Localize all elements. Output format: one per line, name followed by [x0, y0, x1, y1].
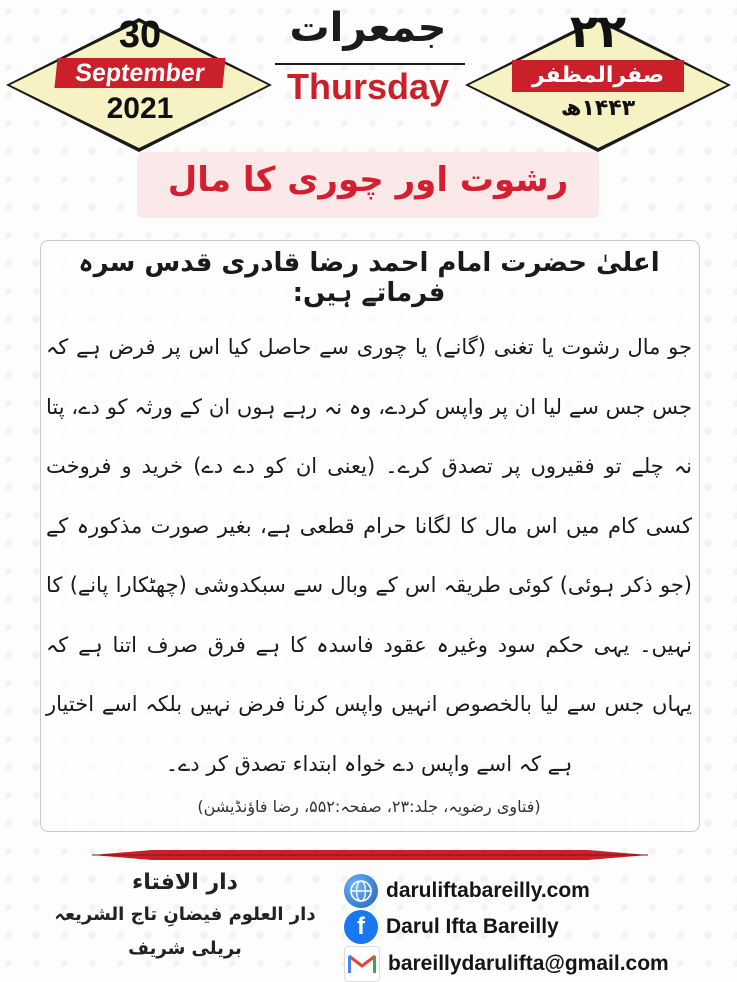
org-institution: دار العلوم فیضانِ تاج الشریعہ [54, 904, 316, 925]
gregorian-month: September [73, 59, 207, 87]
gmail-icon [344, 946, 380, 982]
hijri-day: ۲۲ [569, 4, 627, 58]
gregorian-year: 2021 [106, 92, 174, 125]
facebook-link[interactable]: Darul Ifta Bareilly [386, 915, 559, 938]
org-city: بریلی شریف [128, 938, 242, 959]
article-intro: اعلیٰ حضرت امام احمد رضا قادری قدس سرہ فرماتے ہیں: [78, 248, 660, 308]
hijri-year: ۱۴۴۳ھ [560, 96, 636, 121]
day-name-urdu: جمعرات [289, 5, 447, 51]
article-title: رشوت اور چوری کا مال [167, 160, 569, 200]
day-name-english: Thursday [286, 66, 450, 107]
hijri-month-ribbon [512, 60, 684, 92]
contact-facebook[interactable] [344, 910, 559, 944]
hijri-month: صفرالمظفر [531, 63, 665, 88]
article-reference: (فتاوی رضویہ، جلد:۲۳، صفحہ:۵۵۲، رضا فاؤنڈیشن) [197, 797, 541, 816]
facebook-icon: f [344, 910, 378, 944]
gregorian-day: 30 [118, 14, 162, 56]
article-body: جو مال رشوت یا تغنی (گانے) یا چوری سے حاصل کیا اس پر فرض ہے کہ جس جس سے لیا ان پر واپس کردے، وہ نہ رہے ہوں ان کے ورثہ کو دے، پتا نہ چلے تو فقیروں پر تصدق کرے۔ (یعنی ان کو دے دے) خرید و فروخت کسی کام میں اس مال کا لگانا حرام قطعی ہے، بغیر صورت مذکورہ کے (جو ذکر ہوئی) کوئی طریقہ اس کے وبال سے سبکدوشی (چھٹکارا پانے) کا نہیں۔ یہی حکم سود وغیرہ عقود فاسدہ کا ہے فرق صرف اتنا ہے کہ یہاں جس سے لیا بالخصوص انہیں واپس کرنا فرض نہیں بلکہ اسے اختیار ہے کہ اسے واپس دے خواہ ابتداء تصدق کر دے۔ [46, 335, 692, 776]
footer-divider-arrow [92, 850, 648, 860]
contact-website[interactable] [344, 874, 590, 908]
website-link[interactable]: daruliftabareilly.com [386, 879, 590, 902]
email-link[interactable]: bareillydarulifta@gmail.com [388, 952, 669, 975]
org-name: دار الافتاء [132, 870, 238, 895]
gregorian-month-ribbon [54, 58, 225, 88]
contact-email[interactable] [344, 946, 669, 982]
globe-icon [344, 874, 378, 908]
